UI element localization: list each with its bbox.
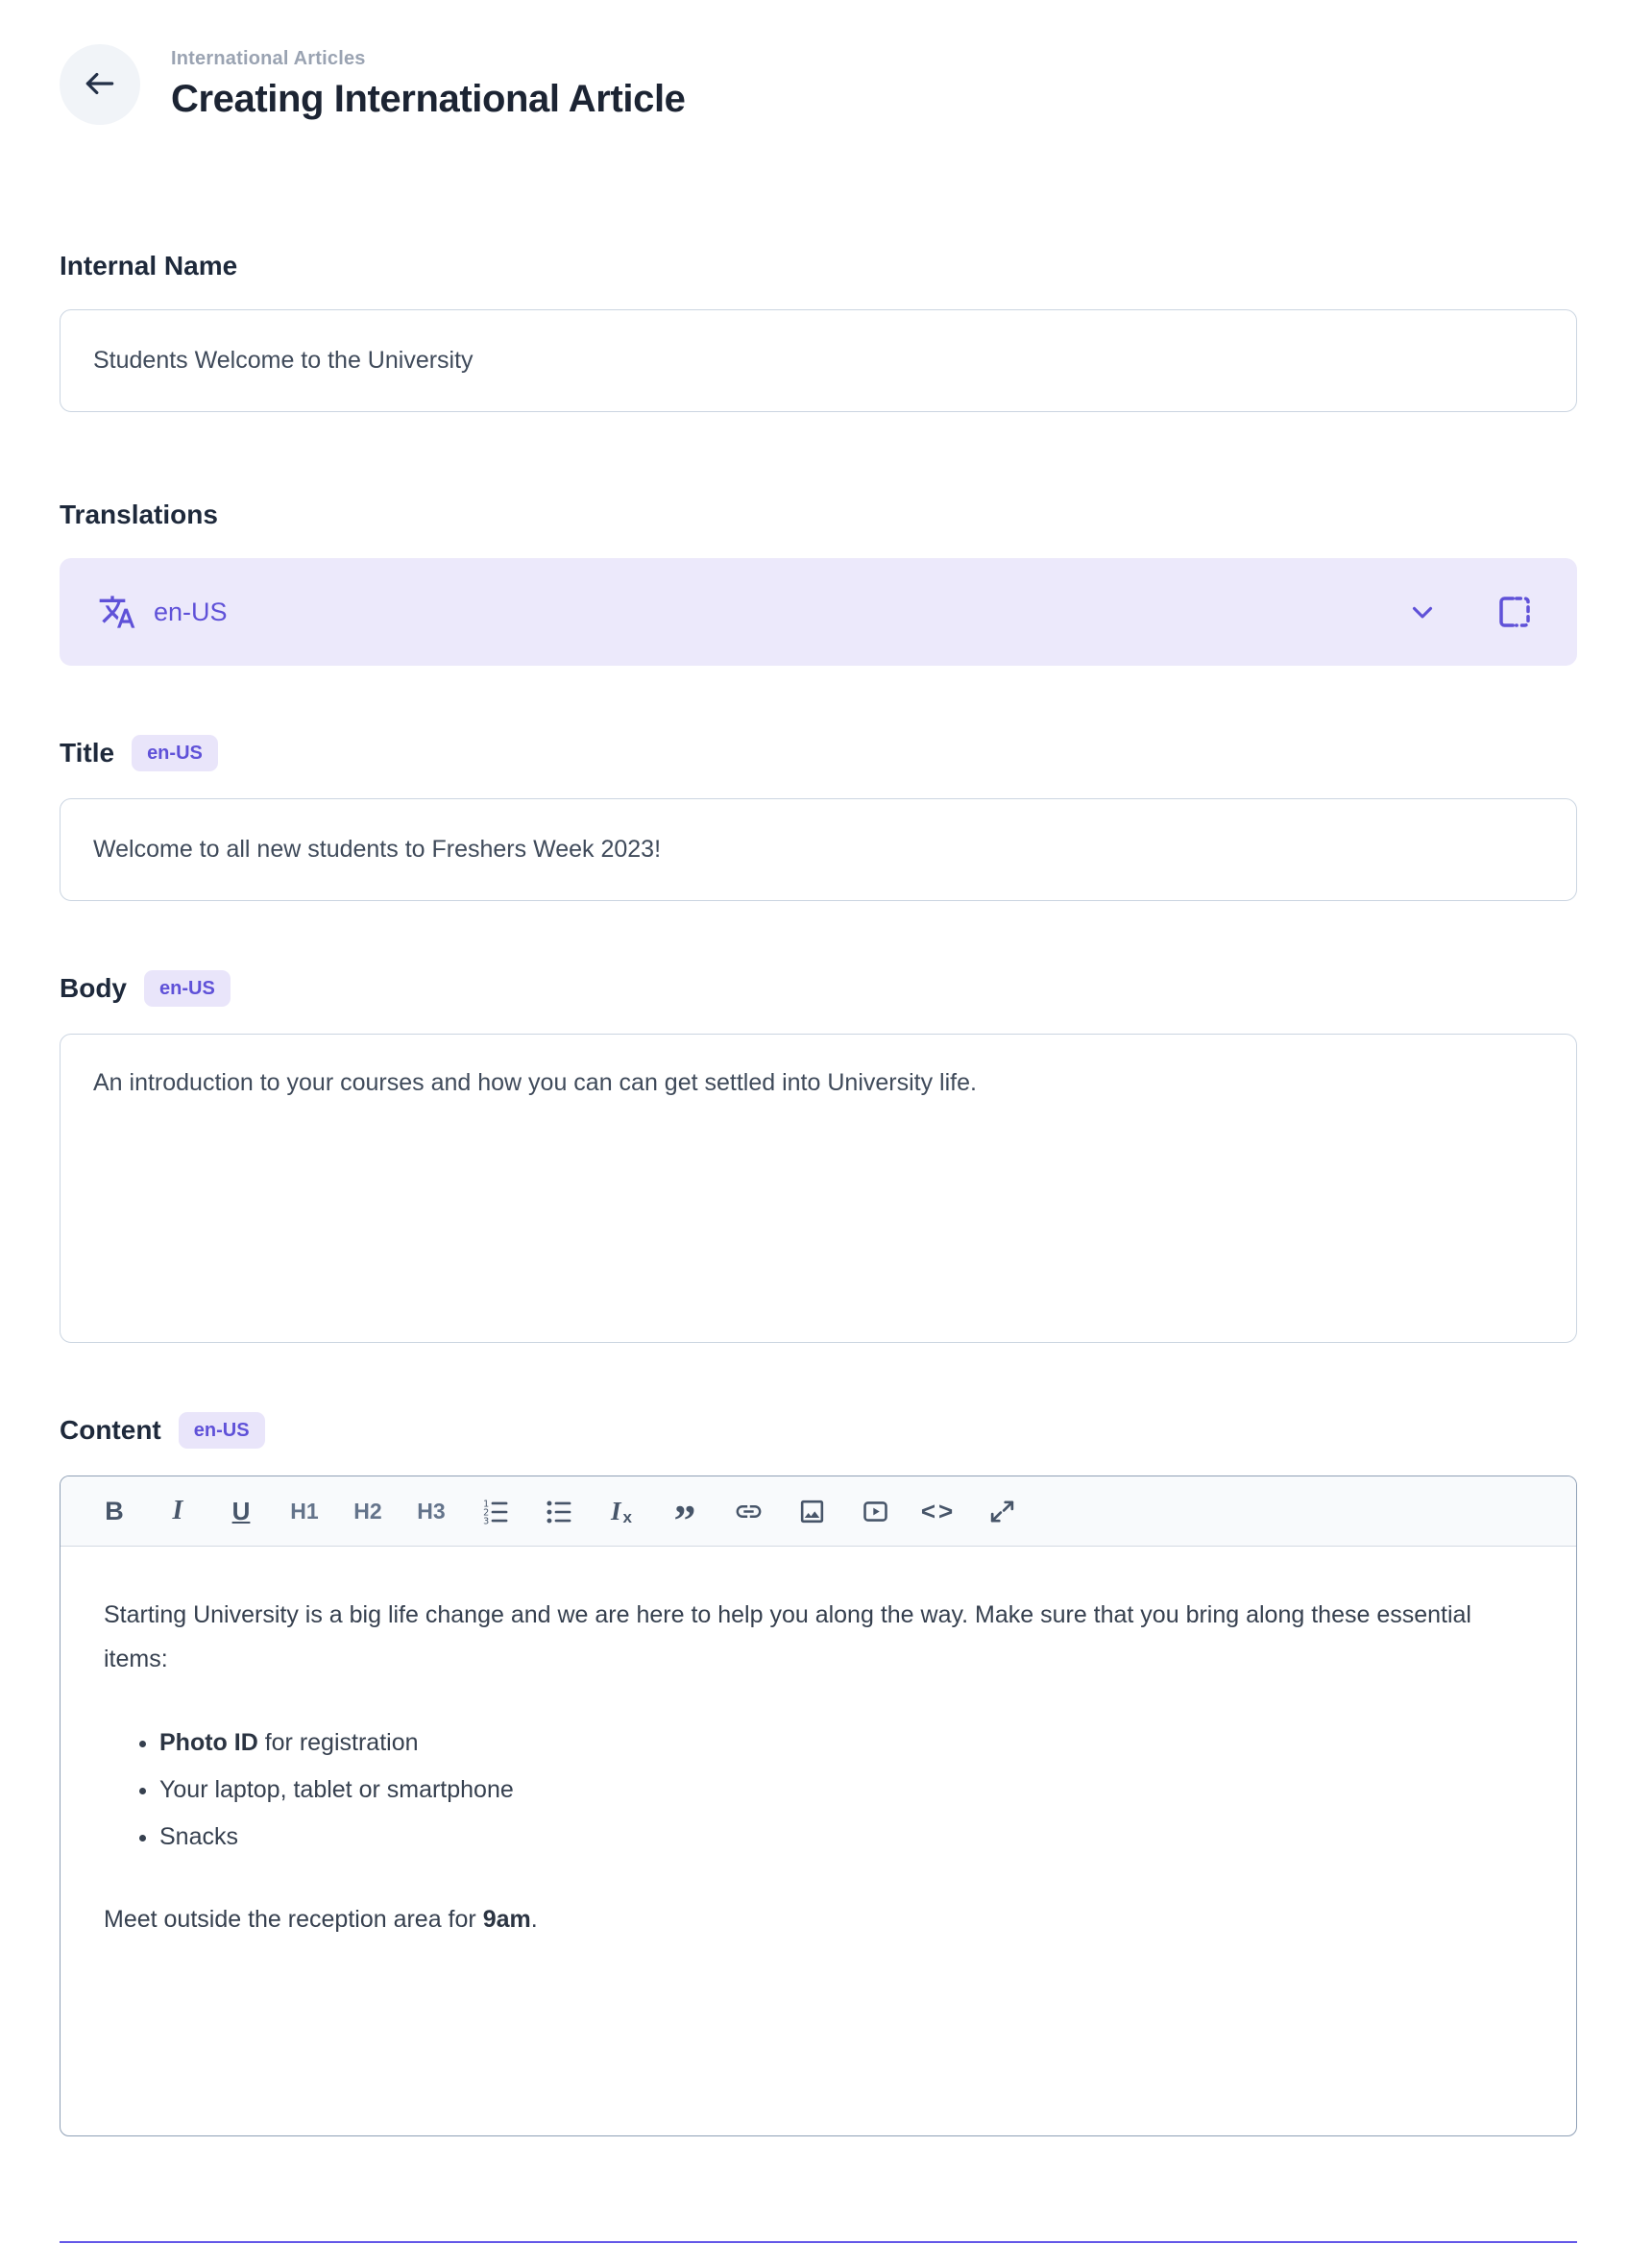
italic-button[interactable]: I [149, 1485, 206, 1537]
heading-1-button[interactable]: H1 [276, 1485, 333, 1537]
translations-label: Translations [60, 500, 218, 529]
link-icon [734, 1497, 764, 1526]
fullscreen-icon [987, 1497, 1017, 1526]
ordered-list-button[interactable] [466, 1485, 523, 1537]
clear-formatting-button[interactable]: I x [593, 1485, 650, 1537]
fullscreen-button[interactable] [973, 1485, 1031, 1537]
content-label: Content [60, 1415, 161, 1445]
title-input[interactable] [60, 798, 1577, 901]
image-icon [797, 1497, 827, 1526]
body-locale-badge: en-US [144, 970, 231, 1007]
selected-locale-label: en-US [154, 597, 228, 626]
header-text [171, 48, 686, 121]
link-button[interactable] [719, 1485, 777, 1537]
title-label: Title [60, 738, 115, 768]
ordered-list-icon [480, 1497, 510, 1526]
internal-name-input[interactable] [60, 309, 1577, 412]
rich-text-editor [60, 1476, 1577, 2136]
split-view-icon [1494, 592, 1535, 632]
bold-button[interactable]: B [85, 1485, 143, 1537]
code-button[interactable]: <> [910, 1485, 967, 1537]
internal-name-label: Internal Name [60, 251, 238, 280]
body-field [60, 970, 1577, 1343]
chevron-down-icon [1406, 596, 1439, 628]
translations-locale-bar[interactable] [60, 558, 1577, 666]
side-by-side-view-button[interactable] [1494, 592, 1535, 632]
page-header [60, 44, 1577, 125]
bullet-list-button[interactable] [529, 1485, 587, 1537]
heading-3-button[interactable]: H3 [402, 1485, 460, 1537]
svg-text:3: 3 [482, 1515, 489, 1526]
editor-toolbar [61, 1476, 1576, 1547]
svg-text:2: 2 [482, 1506, 489, 1518]
translations-section [60, 499, 1577, 666]
bullet-list-icon [544, 1497, 573, 1526]
list-item: • Photo ID for registration [159, 1720, 1533, 1765]
image-button[interactable] [783, 1485, 840, 1537]
body-textarea[interactable] [60, 1034, 1577, 1343]
title-field [60, 735, 1577, 901]
list-item: • Your laptop, tablet or smartphone [159, 1768, 1533, 1812]
back-button[interactable] [60, 44, 140, 125]
title-locale-badge: en-US [132, 735, 218, 771]
editor-paragraph: Meet outside the reception area for 9am. [104, 1906, 538, 1934]
blockquote-button[interactable]: ” [656, 1485, 714, 1537]
arrow-left-icon [82, 65, 118, 105]
translate-icon [98, 593, 136, 631]
internal-name-field [60, 250, 1577, 412]
list-item: • Snacks [159, 1815, 1533, 1859]
video-icon [861, 1497, 890, 1526]
editor-content-area[interactable] [61, 1547, 1576, 2135]
content-field [60, 1412, 1577, 2136]
page-title: Creating International Article [171, 78, 686, 120]
locale-dropdown-button[interactable] [1406, 596, 1439, 628]
clear-formatting-icon: I [611, 1496, 621, 1525]
editor-bullet-list [104, 1720, 1533, 1860]
content-locale-badge: en-US [179, 1412, 265, 1449]
video-button[interactable] [846, 1485, 904, 1537]
svg-text:1: 1 [482, 1498, 489, 1509]
body-label: Body [60, 973, 127, 1003]
breadcrumb: International Articles [171, 48, 366, 69]
heading-2-button[interactable]: H2 [339, 1485, 397, 1537]
underline-button[interactable]: U [212, 1485, 270, 1537]
editor-paragraph: Starting University is a big life change and we are here to help you along the way. Make sure that you bring along these essential items: [104, 1601, 1471, 1673]
section-divider [60, 2241, 1577, 2243]
